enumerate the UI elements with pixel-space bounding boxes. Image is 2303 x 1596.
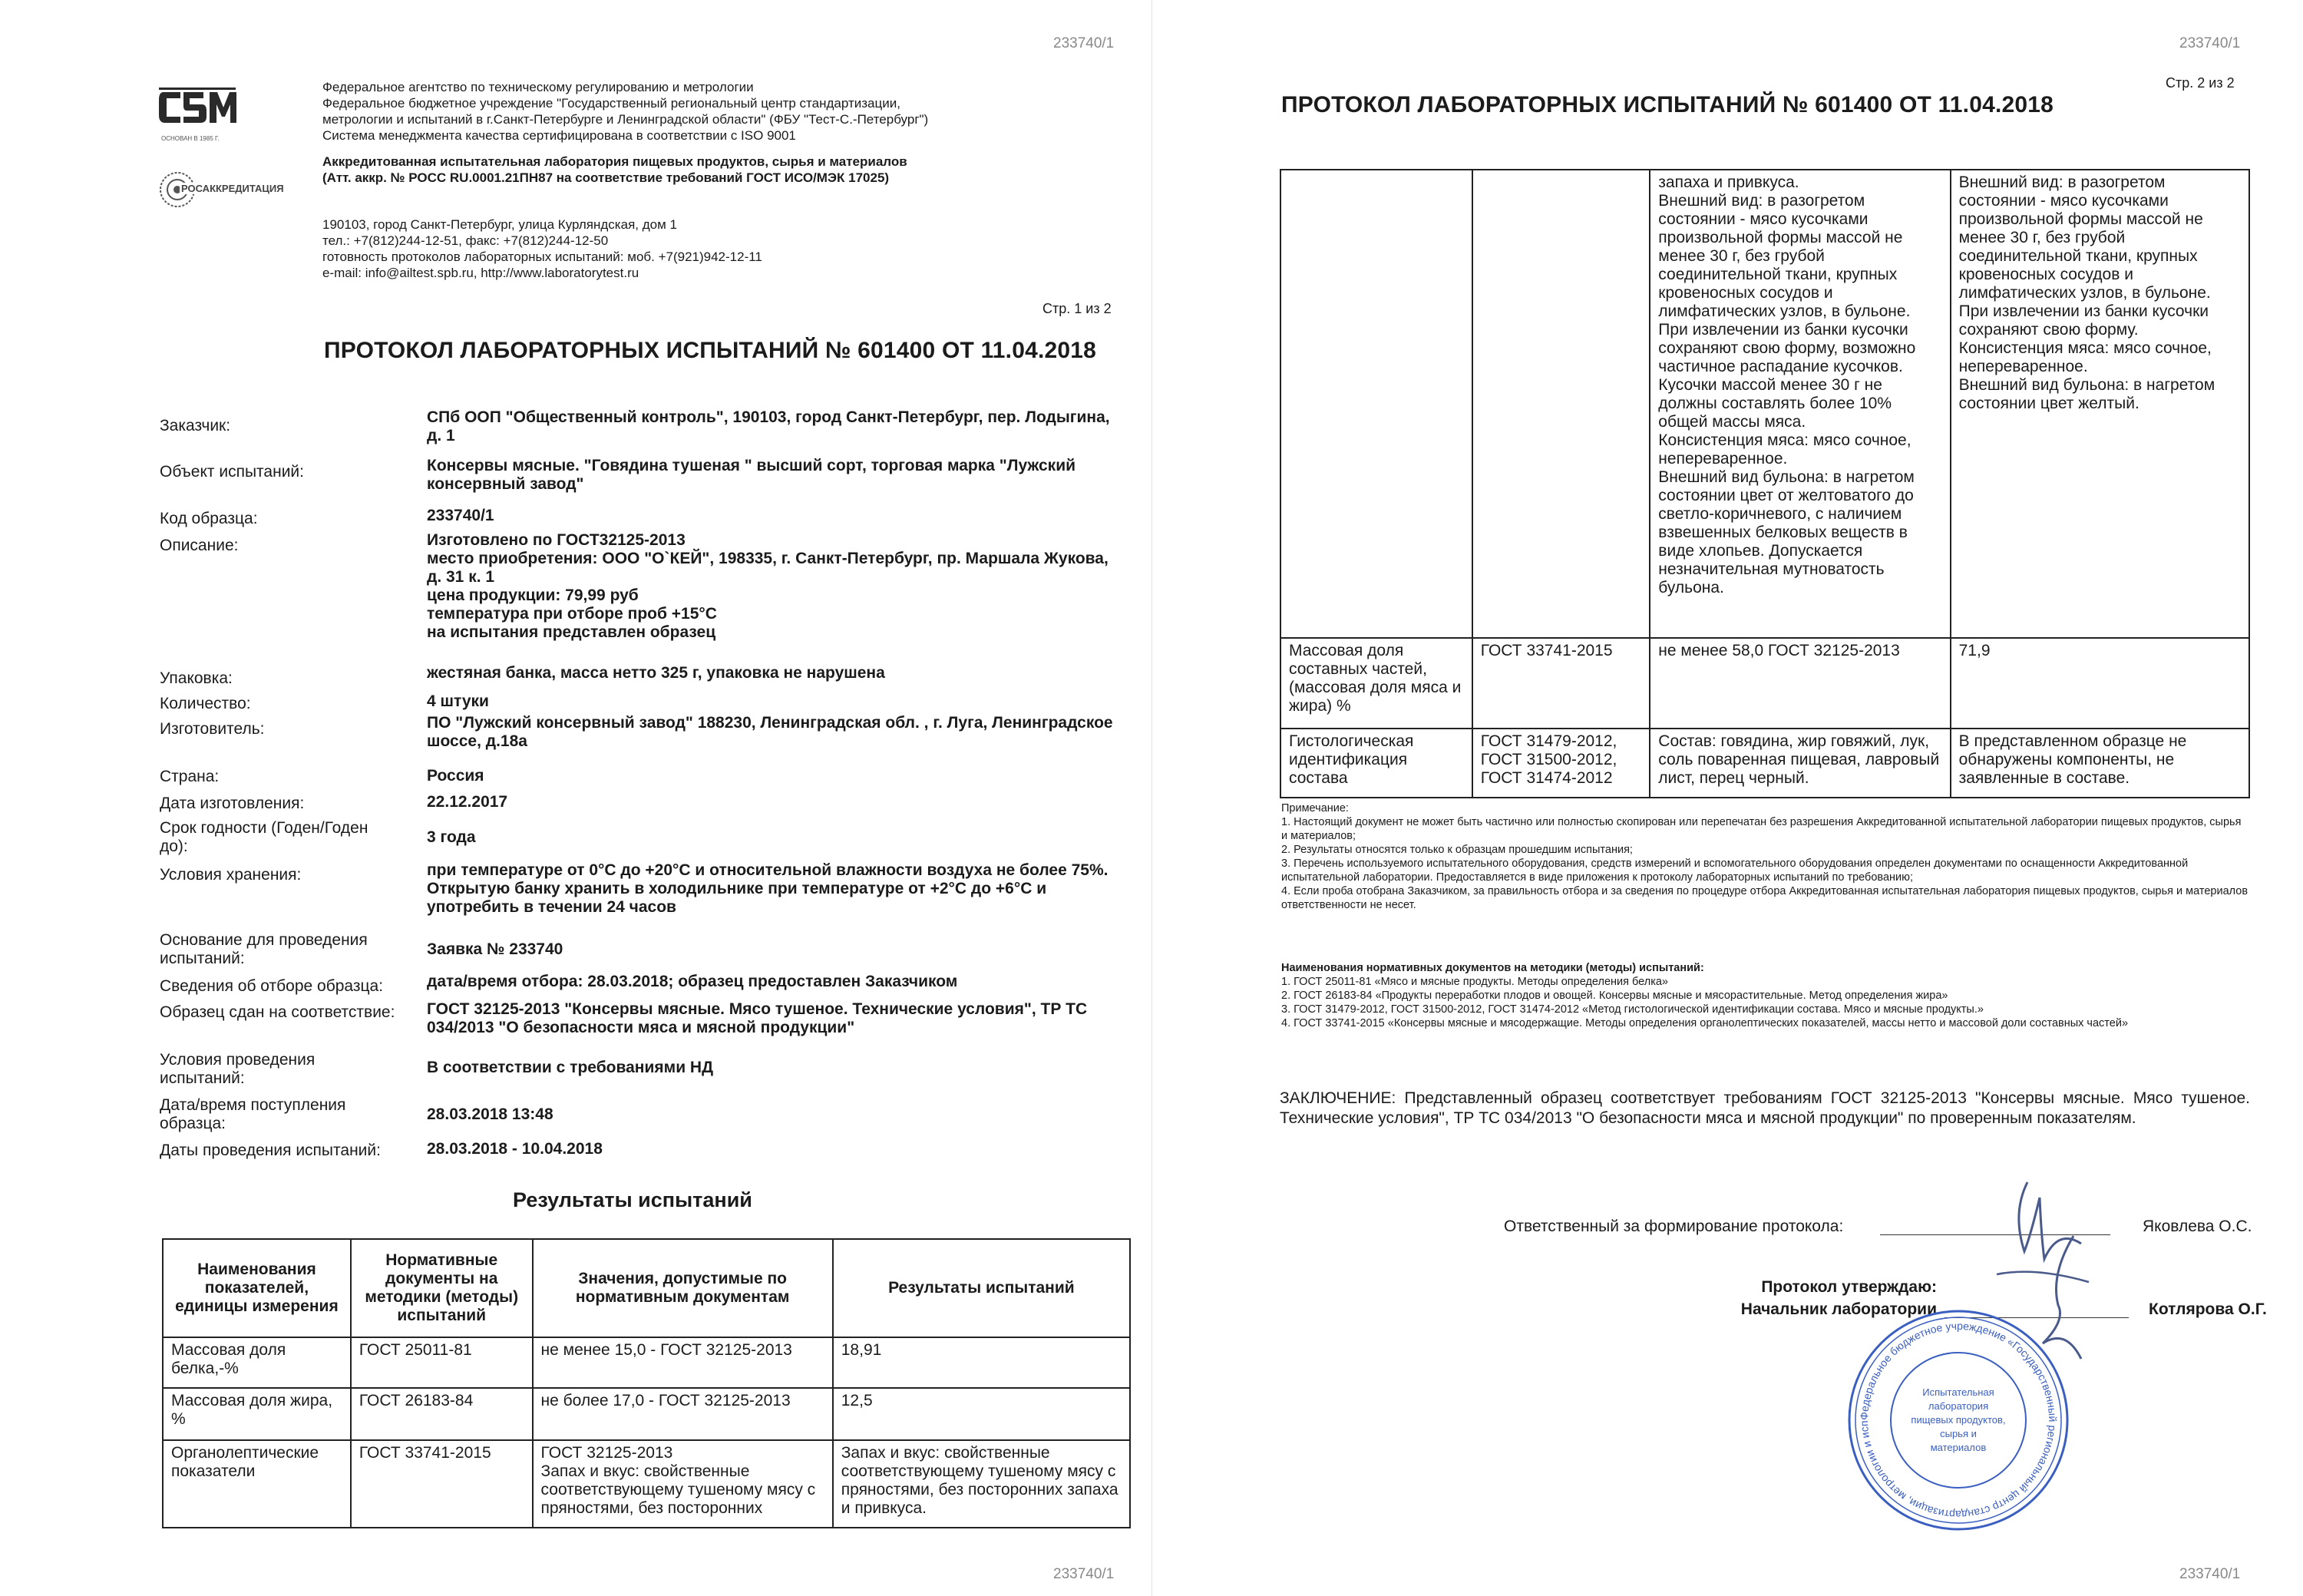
protocol-title: ПРОТОКОЛ ЛАБОРАТОРНЫХ ИСПЫТАНИЙ № 601400 ОТ 11.04.2018 — [324, 338, 1097, 363]
svg-text:сырья и: сырья и — [1940, 1428, 1977, 1439]
manufacture-date-value: 22.12.2017 — [427, 793, 508, 811]
cell-name: Массовая доля белка,-% — [163, 1337, 351, 1388]
cell-method — [1472, 170, 1650, 638]
results-table — [162, 1238, 1131, 1528]
test-dates-value: 28.03.2018 - 10.04.2018 — [427, 1140, 603, 1158]
results-title: Результаты испытаний — [513, 1188, 752, 1211]
svg-text:пищевых продуктов,: пищевых продуктов, — [1911, 1414, 2006, 1426]
contact-line: готовность протоколов лабораторных испытаний: моб. +7(921)942-12-11 — [322, 249, 762, 264]
note-item: 3. Перечень используемого испытательного оборудования, средств измерений и вспомогательного оборудования определен документами по оснащенности Аккредитованной испытательной лаборатории. Предоставляется в виде приложения к протоколу лабораторных испытаний по требованию; — [1281, 857, 2189, 884]
cell-method: ГОСТ 33741-2015 — [1472, 638, 1650, 729]
sample-code-label: Код образца: — [160, 510, 258, 527]
cell-norm: Состав: говядина, жир говяжий, лук, соль поваренная пищевая, лавровый лист, перец черный. — [1650, 729, 1950, 798]
description-label: Описание: — [160, 537, 239, 554]
storage-label: Условия хранения: — [160, 866, 302, 884]
cell-norm: ГОСТ 32125-2013 Запах и вкус: свойственные соответствующему тушеному мясу с пряностями, без посторонних — [533, 1440, 833, 1528]
cell-name: Массовая доля жира, % — [163, 1388, 351, 1440]
sampling-value: дата/время отбора: 28.03.2018; образец предоставлен Заказчиком — [427, 973, 958, 990]
cell-method: ГОСТ 26183-84 — [351, 1388, 533, 1440]
lab-line: Аккредитованная испытательная лаборатория пищевых продуктов, сырья и материалов — [322, 154, 907, 169]
cell-result: 71,9 — [1951, 638, 2249, 729]
notes-title: Примечание: — [1281, 802, 1349, 815]
packaging-label: Упаковка: — [160, 669, 233, 687]
note-item: 4. Если проба отобрана Заказчиком, за правильность отбора и за сведения по процедуре отбора Аккредитованная испытательная лаборатория пищевых продуктов, сырья и материалов ответственности не несет. — [1281, 885, 2248, 911]
table-row — [163, 1440, 1130, 1528]
approve-label: Протокол утверждаю: — [1761, 1278, 1937, 1296]
description-value: Изготовлено по ГОСТ32125-2013 место приобретения: ООО "О`КЕЙ", 198335, г. Санкт-Петербург, пр. Маршала Жукова, д. 31 к. 1 цена продукции: 79,99 руб температура при отборе проб +15°С на испытания представлен образец — [427, 531, 1109, 641]
contact-line: тел.: +7(812)244-12-51, факс: +7(812)244-12-50 — [322, 233, 609, 248]
notes-block — [1281, 801, 2248, 912]
method-item: 1. ГОСТ 25011-81 «Мясо и мясные продукты. Методы определения белка» — [1281, 976, 1668, 988]
column-header: Нормативные документы на методики (методы) испытаний — [351, 1239, 533, 1337]
agency-line: метрологии и испытаний в г.Санкт-Петербурге и Ленинградской области" (ФБУ "Тест-С.-Петербург") — [322, 112, 929, 127]
basis-label: Основание для проведения испытаний: — [160, 931, 368, 967]
head-name: Котлярова О.Г. — [2149, 1300, 2267, 1318]
protocol-page-2 — [1152, 0, 2303, 1596]
received-value: 28.03.2018 13:48 — [427, 1105, 553, 1123]
results-table-continued — [1280, 169, 2250, 798]
cell-result: 12,5 — [833, 1388, 1130, 1440]
table-row — [1280, 729, 2249, 798]
head-label: Начальник лаборатории — [1740, 1300, 1937, 1318]
column-header: Наименования показателей, единицы измерения — [163, 1239, 351, 1337]
note-item: 2. Результаты относятся только к образцам прошедшим испытания; — [1281, 844, 1633, 856]
quantity-label: Количество: — [160, 695, 251, 712]
contact-line: e-mail: info@ailtest.spb.ru, http://www.laboratorytest.ru — [322, 266, 639, 280]
cell-norm: не менее 58,0 ГОСТ 32125-2013 — [1650, 638, 1950, 729]
packaging-value: жестяная банка, масса нетто 325 г, упаковка не нарушена — [427, 664, 885, 682]
cell-result: 18,91 — [833, 1337, 1130, 1388]
doc-code-bottom: 233740/1 — [2179, 1566, 2241, 1582]
basis-value: Заявка № 233740 — [427, 940, 563, 958]
shelf-life-value: 3 года — [427, 828, 476, 846]
method-item: 4. ГОСТ 33741-2015 «Консервы мясные и мясодержащие. Методы определения органолептических показателей, массы нетто и массовой доли составных частей» — [1281, 1017, 2129, 1029]
object-label: Объект испытаний: — [160, 463, 304, 481]
cell-name: Гистологическая идентификация состава — [1280, 729, 1472, 798]
agency-block — [322, 79, 928, 144]
agency-line: Система менеджмента качества сертифицирована в соответствии с ISO 9001 — [322, 128, 796, 143]
manufacturer-label: Изготовитель: — [160, 720, 265, 738]
cell-name: Органолептические показатели — [163, 1440, 351, 1528]
svg-text:материалов: материалов — [1930, 1442, 1987, 1453]
country-value: Россия — [427, 767, 484, 785]
cell-norm: не более 17,0 - ГОСТ 32125-2013 — [533, 1388, 833, 1440]
agency-line: Федеральное агентство по техническому регулированию и метрологии — [322, 80, 754, 94]
sample-code-value: 233740/1 — [427, 507, 494, 524]
customer-value: СПб ООП "Общественный контроль", 190103, город Санкт-Петербург, пер. Лодыгина, д. 1 — [427, 408, 1110, 444]
cell-method: ГОСТ 33741-2015 — [351, 1440, 533, 1528]
lab-stamp-icon — [1843, 1305, 2073, 1535]
test-conditions-label: Условия проведения испытаний: — [160, 1051, 316, 1087]
method-item: 3. ГОСТ 31479-2012, ГОСТ 31500-2012, ГОСТ 31474-2012 «Метод гистологической идентификации состава. Мясо и мясные продукты.» — [1281, 1003, 1984, 1016]
conclusion: ЗАКЛЮЧЕНИЕ: Представленный образец соответствует требованиям ГОСТ 32125-2013 "Консервы мясные. Мясо тушеное. Технические условия", ТР ТС 034/2013 "О безопасности мяса и мясной продукции" по проверенным показателям. — [1280, 1089, 2250, 1127]
page-number: Стр. 2 из 2 — [2166, 75, 2235, 91]
shelf-life-label: Срок годности (Годен/Годен до): — [160, 819, 368, 855]
cell-result: В представленном образце не обнаружены компоненты, не заявленные в составе. — [1951, 729, 2249, 798]
column-header: Значения, допустимые по нормативным документам — [533, 1239, 833, 1337]
received-label: Дата/время поступления образца: — [160, 1096, 346, 1132]
protocol-title: ПРОТОКОЛ ЛАБОРАТОРНЫХ ИСПЫТАНИЙ № 601400 ОТ 11.04.2018 — [1281, 92, 2054, 117]
contact-line: 190103, город Санкт-Петербург, улица Курляндская, дом 1 — [322, 217, 677, 232]
cell-name — [1280, 170, 1472, 638]
methods-block — [1281, 961, 2248, 1030]
customer-label: Заказчик: — [160, 417, 231, 435]
table-row — [1280, 170, 2249, 638]
svg-text:Федеральное бюджетное учрежден: Федеральное бюджетное учреждение «Государственный региональный центр стандартизации, метрологии и исп — [1857, 1319, 2060, 1522]
contact-block — [322, 216, 762, 281]
column-header: Результаты испытаний — [833, 1239, 1130, 1337]
responsible-label: Ответственный за формирование протокола: — [1504, 1218, 1844, 1235]
table-row — [163, 1388, 1130, 1440]
doc-code-top: 233740/1 — [2179, 35, 2241, 51]
cell-result: Внешний вид: в разогретом состоянии - мясо кусочками произвольной формы массой не менее 30 г, без грубой соединительной ткани, крупных кровеносных сосудов и лимфатических узлов, в бульоне. При извлечении из банки кусочки сохраняют свою форму. Консистенция мяса: мясо сочное, непереваренное. Внешний вид бульона: в нагретом состоянии цвет желтый. — [1951, 170, 2249, 638]
page-number: Стр. 1 из 2 — [1042, 301, 1112, 316]
rosakkreditatsiya-logo-text: РОСАККРЕДИТАЦИЯ — [181, 183, 284, 194]
sampling-label: Сведения об отборе образца: — [160, 977, 384, 995]
table-header-row — [163, 1239, 1130, 1337]
storage-value: при температуре от 0°С до +20°С и относительной влажности воздуха не более 75%. Открытую банку хранить в холодильнике при температуре от +2°С до +6°С и употребить в течении 24 часов — [427, 861, 1109, 916]
object-value: Консервы мясные. "Говядина тушеная " высший сорт, торговая марка "Лужский консервный завод" — [427, 457, 1076, 493]
methods-title: Наименования нормативных документов на методики (методы) испытаний: — [1281, 962, 1704, 974]
svg-text:Испытательная: Испытательная — [1922, 1386, 1994, 1398]
lab-accreditation-block — [322, 154, 907, 186]
manufacturer-value: ПО "Лужский консервный завод" 188230, Ленинградская обл. , г. Луга, Ленинградское шоссе, д.18а — [427, 714, 1113, 750]
submitted-for-label: Образец сдан на соответствие: — [160, 1003, 395, 1021]
cell-result: Запах и вкус: свойственные соответствующему тушеному мясу с пряностями, без посторонних запаха и привкуса. — [833, 1440, 1130, 1528]
test-conditions-value: В соответствии с требованиями НД — [427, 1059, 714, 1076]
table-row — [163, 1337, 1130, 1388]
method-item: 2. ГОСТ 26183-84 «Продукты переработки плодов и овощей. Консервы мясные и мясорастительные. Метод определения жира» — [1281, 990, 1948, 1002]
cell-method: ГОСТ 31479-2012, ГОСТ 31500-2012, ГОСТ 31474-2012 — [1472, 729, 1650, 798]
table-row — [1280, 638, 2249, 729]
csm-logo-icon — [157, 84, 238, 132]
agency-line: Федеральное бюджетное учреждение "Государственный региональный центр стандартизации, — [322, 96, 900, 111]
test-dates-label: Даты проведения испытаний: — [160, 1142, 381, 1159]
cell-method: ГОСТ 25011-81 — [351, 1337, 533, 1388]
cell-norm: не менее 15,0 - ГОСТ 32125-2013 — [533, 1337, 833, 1388]
cell-name: Массовая доля составных частей, (массовая доля мяса и жира) % — [1280, 638, 1472, 729]
csm-logo-caption: ОСНОВАН В 1985 Г. — [161, 135, 220, 142]
manufacture-date-label: Дата изготовления: — [160, 795, 305, 812]
note-item: 1. Настоящий документ не может быть частично или полностью скопирован или перепечатан без разрешения Аккредитованной испытательной лаборатории пищевых продуктов, сырья и материалов; — [1281, 816, 2242, 842]
svg-text:лаборатория: лаборатория — [1928, 1400, 1989, 1412]
lab-line: (Атт. аккр. № РОСС RU.0001.21ПН87 на соответствие требований ГОСТ ИСО/МЭК 17025) — [322, 170, 890, 185]
doc-code-top: 233740/1 — [1053, 35, 1115, 51]
country-label: Страна: — [160, 768, 220, 785]
cell-norm: запаха и привкуса. Внешний вид: в разогретом состоянии - мясо кусочками произвольной формы массой не менее 30 г, без грубой соединительной ткани, крупных кровеносных сосудов и лимфатических узлов, в бульоне. При извлечении из банки кусочки сохраняют свою форму, возможно частичное распадание кусочков. Кусочки массой менее 30 г не должны составлять более 10% общей массы мяса. Консистенция мяса: мясо сочное, непереваренное. Внешний вид бульона: в нагретом состоянии цвет от желтоватого до светло-коричневого, с наличием взвешенных белковых веществ в виде хлопьев. Допускается незначительная мутноватость бульона. — [1650, 170, 1950, 638]
submitted-for-value: ГОСТ 32125-2013 "Консервы мясные. Мясо тушеное. Технические условия", ТР ТС 034/2013 "О безопасности мяса и мясной продукции" — [427, 1000, 1088, 1036]
responsible-name: Яковлева О.С. — [2143, 1218, 2252, 1235]
doc-code-bottom: 233740/1 — [1053, 1566, 1115, 1582]
quantity-value: 4 штуки — [427, 692, 489, 710]
